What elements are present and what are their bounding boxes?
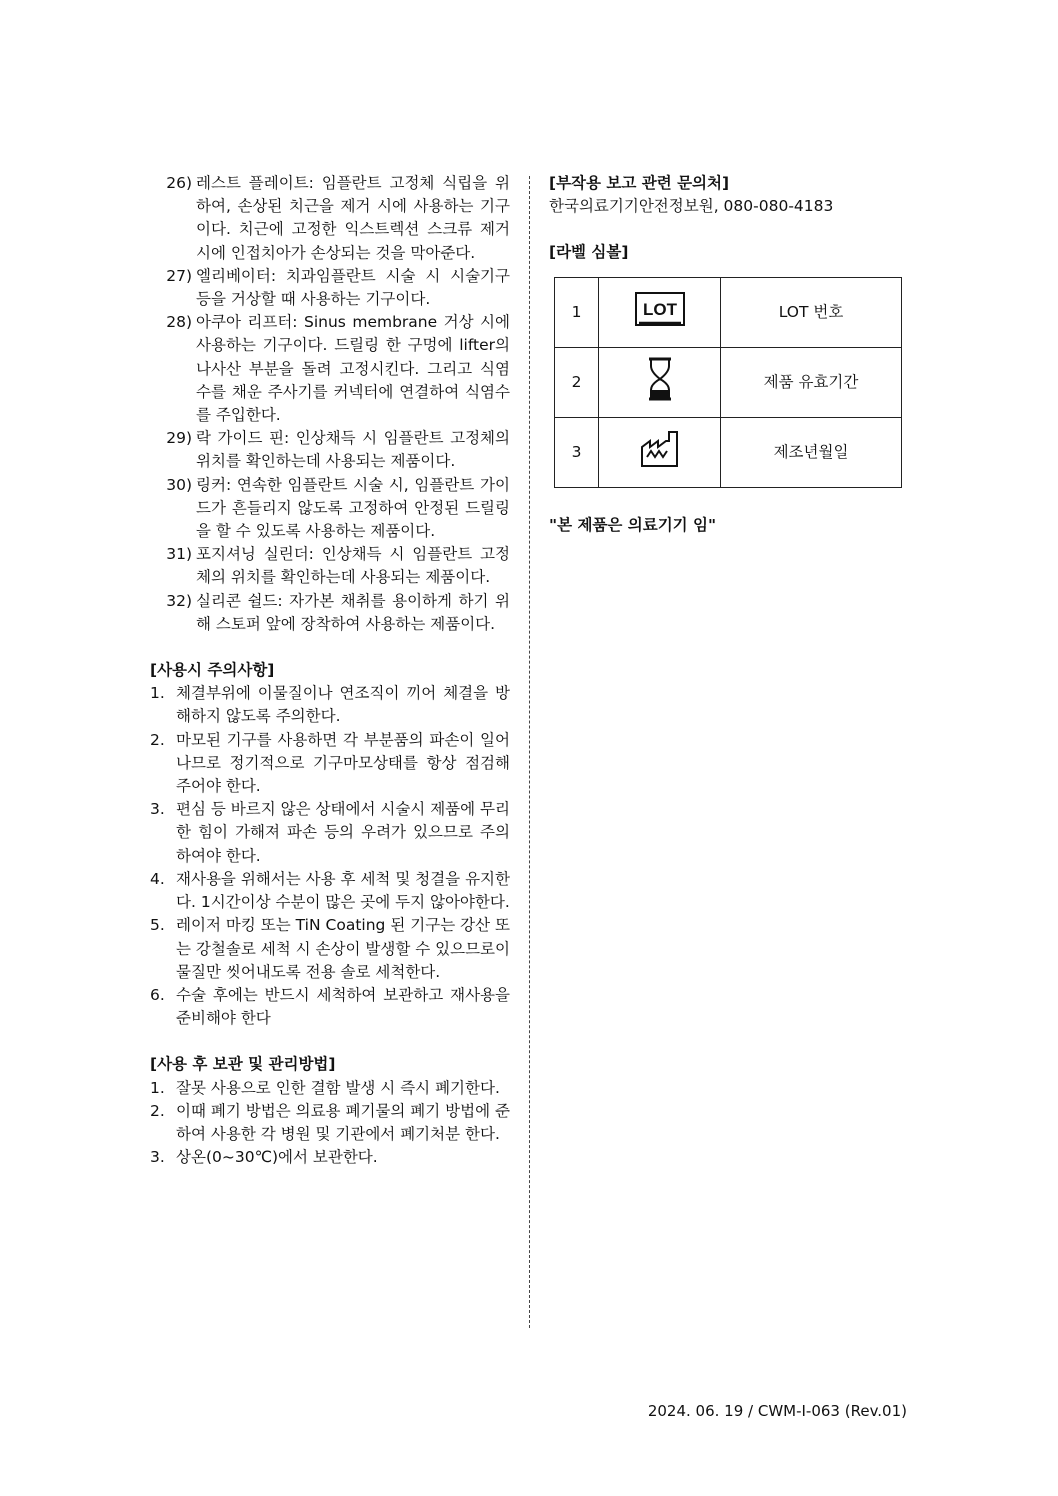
storage-heading: [사용 후 보관 및 관리방법] bbox=[150, 1055, 336, 1074]
symbol-number: 1 bbox=[555, 277, 599, 347]
hourglass-icon bbox=[646, 356, 674, 402]
document-footer: 2024. 06. 19 / CWM-I-063 (Rev.01) bbox=[647, 1402, 907, 1420]
item-text: 포지셔닝 실린더: 인상채득 시 임플란트 고정체의 위치를 확인하는데 사용되는 제품이다. bbox=[196, 545, 510, 587]
list-item bbox=[150, 1100, 510, 1146]
list-item bbox=[150, 682, 510, 728]
column-divider bbox=[529, 176, 530, 1328]
right-column bbox=[549, 172, 909, 537]
item-text: 락 가이드 핀: 인상채득 시 임플란트 고정체의 위치를 확인하는데 사용되는 제품이다. bbox=[196, 429, 510, 471]
left-column bbox=[150, 172, 510, 1169]
report-heading: [부작용 보고 관련 문의처] bbox=[549, 174, 730, 192]
item-text: 엘리베이터: 치과임플란트 시술 시 시술기구 등을 거상할 때 사용하는 기구이다. bbox=[196, 266, 510, 309]
item-number: 32) bbox=[166, 591, 192, 610]
item-text: 레이저 마킹 또는 TiN Coating 된 기구는 강산 또는 강철솔로 세척 시 손상이 발생할 수 있으므로이 물질만 씻어내도록 전용 솔로 세척한다. bbox=[176, 916, 510, 981]
table-row bbox=[555, 277, 902, 347]
symbol-description: LOT 번호 bbox=[721, 277, 902, 347]
list-item bbox=[150, 914, 510, 984]
item-number: 2. bbox=[150, 1101, 165, 1120]
item-text: 수술 후에는 반드시 세척하여 보관하고 재사용을 준비해야 한다 bbox=[176, 985, 510, 1028]
table-row bbox=[555, 417, 902, 487]
item-number: 27) bbox=[166, 266, 192, 285]
item-text: 편심 등 바르지 않은 상태에서 시술시 제품에 무리한 힘이 가해져 파손 등의 우려가 있으므로 주의 하여야 한다. bbox=[176, 800, 510, 865]
storage-list bbox=[150, 1077, 510, 1170]
item-text: 이때 폐기 방법은 의료용 폐기물의 폐기 방법에 준하여 사용한 각 병원 및 기관에서 폐기처분 한다. bbox=[176, 1101, 510, 1143]
factory-icon bbox=[639, 429, 681, 469]
item-text: 잘못 사용으로 인한 결함 발생 시 즉시 폐기한다. bbox=[176, 1078, 500, 1097]
medical-device-notice: "본 제품은 의료기기 임" bbox=[549, 515, 717, 534]
item-number: 3. bbox=[150, 1148, 165, 1167]
list-item bbox=[150, 427, 510, 473]
lot-icon-text: LOT bbox=[642, 299, 677, 319]
item-number: 5. bbox=[150, 916, 165, 935]
report-contact: 한국의료기기안전정보원, 080-080-4183 bbox=[549, 197, 834, 216]
item-text: 실리콘 쉴드: 자가본 채취를 용이하게 하기 위해 스토퍼 앞에 장착하여 사용하는 제품이다. bbox=[196, 591, 510, 633]
label-symbol-table bbox=[554, 277, 902, 488]
list-item bbox=[150, 474, 510, 544]
symbol-number: 3 bbox=[555, 417, 599, 487]
item-number: 26) bbox=[166, 174, 192, 192]
item-text: 레스트 플레이트: 임플란트 고정체 식립을 위하여, 손상된 치근을 제거 시에 사용하는 기구이다. 치근에 고정한 익스트렉션 스크류 제거 시에 인접치아가 손상되는 것을 막아준다. bbox=[196, 174, 510, 262]
precautions-list bbox=[150, 682, 510, 1030]
item-number: 6. bbox=[150, 985, 165, 1004]
list-item bbox=[150, 868, 510, 914]
list-item bbox=[150, 543, 510, 589]
symbol-description: 제품 유효기간 bbox=[721, 347, 902, 417]
item-number: 4. bbox=[150, 869, 165, 888]
item-text: 체결부위에 이물질이나 연조직이 끼어 체결을 방해하지 않도록 주의한다. bbox=[176, 684, 510, 726]
item-number: 1. bbox=[150, 684, 165, 703]
list-item bbox=[150, 265, 510, 311]
list-item bbox=[150, 172, 510, 265]
table-row bbox=[555, 347, 902, 417]
item-text: 링커: 연속한 임플란트 시술 시, 임플란트 가이드가 흔들리지 않도록 고정하여 안정된 드릴링을 할 수 있도록 사용하는 제품이다. bbox=[196, 475, 510, 541]
item-number: 2. bbox=[150, 730, 165, 749]
item-number: 28) bbox=[166, 313, 192, 332]
precautions-heading: [사용시 주의사항] bbox=[150, 661, 275, 680]
item-text: 상온(0~30℃)에서 보관한다. bbox=[176, 1148, 378, 1167]
item-number: 30) bbox=[166, 475, 192, 494]
item-number: 3. bbox=[150, 800, 165, 819]
item-number: 29) bbox=[166, 429, 192, 448]
symbol-number: 2 bbox=[555, 347, 599, 417]
list-item bbox=[150, 590, 510, 636]
label-symbols-heading: [라벨 심볼] bbox=[549, 243, 629, 262]
item-text: 마모된 기구를 사용하면 각 부분품의 파손이 일어나므로 정기적으로 기구마모상태를 항상 점검해주어야 한다. bbox=[176, 730, 510, 796]
list-item bbox=[150, 729, 510, 799]
lot-icon bbox=[634, 291, 686, 327]
item-number: 31) bbox=[166, 545, 192, 564]
list-item bbox=[150, 311, 510, 427]
list-item bbox=[150, 798, 510, 868]
list-item bbox=[150, 984, 510, 1030]
symbol-description: 제조년월일 bbox=[721, 417, 902, 487]
item-text: 아쿠아 리프터: Sinus membrane 거상 시에 사용하는 기구이다. 드릴링 한 구멍에 lifter의 나사산 부분을 돌려 고정시킨다. 그리고 식염수를 채운 주사기를 커넥터에 연결하여 식염수를 주입한다. bbox=[196, 313, 510, 425]
instrument-list bbox=[150, 172, 510, 636]
item-text: 재사용을 위해서는 사용 후 세척 및 청결을 유지한다. 1시간이상 수분이 많은 곳에 두지 않아야한다. bbox=[176, 869, 510, 912]
item-number: 1. bbox=[150, 1078, 165, 1097]
list-item bbox=[150, 1077, 510, 1100]
list-item bbox=[150, 1146, 510, 1169]
